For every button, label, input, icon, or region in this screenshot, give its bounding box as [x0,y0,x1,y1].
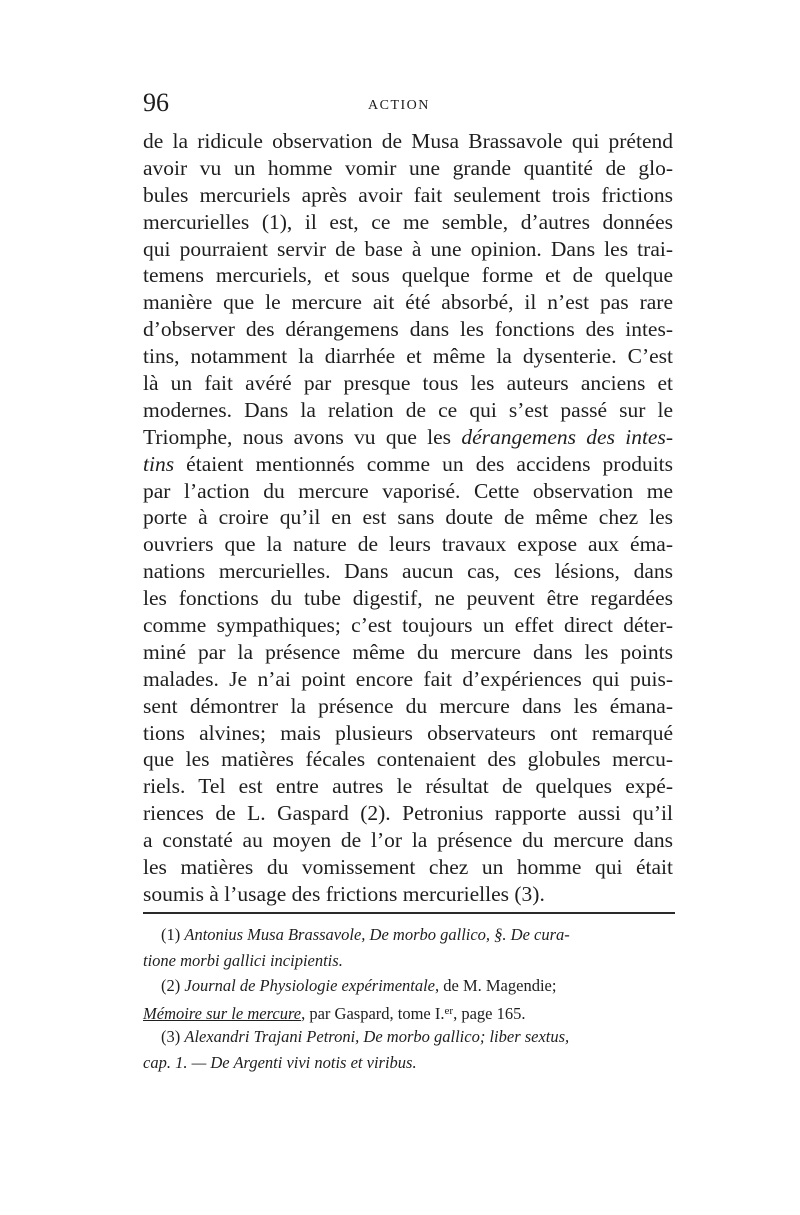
text-line: riels. Tel est entre autres le résultat de quelques expé- [143,774,673,799]
text-line: les fonctions du tube digestif, ne peuvent être regardées [143,586,673,611]
running-title: ACTION [368,98,430,113]
footnote-marker: (2) [161,976,181,995]
text-line: les matières du vomissement chez un homme qui était [143,855,673,880]
footnote-3 [143,1024,673,1050]
text-line: par l’action du mercure vaporisé. Cette observation me [143,478,673,503]
footnote-text: , page 165. [453,1003,526,1023]
text-line: sent démontrer la présence du mercure dans les émana- [143,693,673,718]
text-line: tins, notamment la diarrhée et même la dysenterie. C’est [143,344,673,369]
text-line: qui pourraient servir de base à une opinion. Dans les trai- [143,236,673,261]
footnote-title: Mémoire sur le mercure [143,1003,302,1023]
footnote-marker: (3) [161,1027,181,1046]
text-line [143,424,673,451]
text-line: comme sympathiques; c’est toujours un effet direct déter- [143,613,673,638]
footnote-title: Journal de Physiologie expérimentale [184,976,436,995]
italic-span: tins [143,451,175,476]
italic-span: dérangemens des intes- [461,424,674,449]
text-line: malades. Je n’ai point encore fait d’expériences qui puis- [143,666,673,691]
footnote-text: Alexandri Trajani Petroni, De morbo gallico; liber sextus, [184,1027,570,1046]
text-line: miné par la présence même du mercure dans les points [143,639,673,664]
text-line: d’observer des dérangemens dans les fonctions des intes- [143,317,673,342]
text-span: Triomphe, nous avons vu que les [143,424,452,449]
text-line: avoir vu un homme vomir une grande quantité de glo- [143,155,673,180]
text-line: bules mercuriels après avoir fait seulement trois frictions [143,182,673,207]
text-line: modernes. Dans la relation de ce qui s’est passé sur le [143,397,673,422]
footnote-text: cap. 1. — [143,1052,211,1072]
footnote-text: Antonius Musa Brassavole, De morbo gallico, §. De cura- [184,925,570,944]
text-line-last: soumis à l’usage des frictions mercurielles (3). [143,881,545,906]
text-line: nations mercurielles. Dans aucun cas, ces lésions, dans [143,559,673,584]
running-head [143,88,673,122]
footnote-1 [143,922,673,948]
text-line: que les matières fécales contenaient des globules mercu- [143,747,673,772]
page-number: 96 [143,88,169,117]
text-line: a constaté au moyen de l’or la présence du mercure dans [143,828,673,853]
footnotes [143,922,673,1075]
text-line: ouvriers que la nature de leurs travaux expose aux éma- [143,532,673,557]
footnote-rule [143,912,675,914]
text-line: mercurielles (1), il est, ce me semble, d’autres données [143,209,673,234]
text-span: étaient mentionnés comme un des accidens produits [186,451,674,476]
text-line: porte à croire qu’il en est sans doute de même chez les [143,505,673,530]
footnote-marker: (1) [161,925,181,944]
text-line: tions alvines; mais plusieurs observateurs ont remarqué [143,720,673,745]
footnote-text: , de M. Magendie; [435,976,557,995]
footnote-text: De Argenti vivi notis et viribus. [210,1052,417,1072]
text-line: manière que le mercure ait été absorbé, il n’est pas rare [143,290,673,315]
footnote-2 [143,973,673,999]
text-line: riences de L. Gaspard (2). Petronius rapporte aussi qu’il [143,801,673,826]
footnote-1-continued: tione morbi gallici incipientis. [143,950,343,970]
footnote-2-continued [143,999,673,1025]
text-line: là un fait avéré par presque tous les auteurs anciens et [143,371,673,396]
footnote-text: , par Gaspard, tome I. [301,1003,445,1023]
text-line: de la ridicule observation de Musa Brassavole qui prétend [143,129,673,153]
text-line: temens mercuriels, et sous quelque forme et de quelque [143,263,673,288]
footnote-superscript: er [444,1004,454,1017]
text-line [143,451,673,478]
main-text [143,128,673,908]
footnote-3-continued [143,1050,673,1076]
